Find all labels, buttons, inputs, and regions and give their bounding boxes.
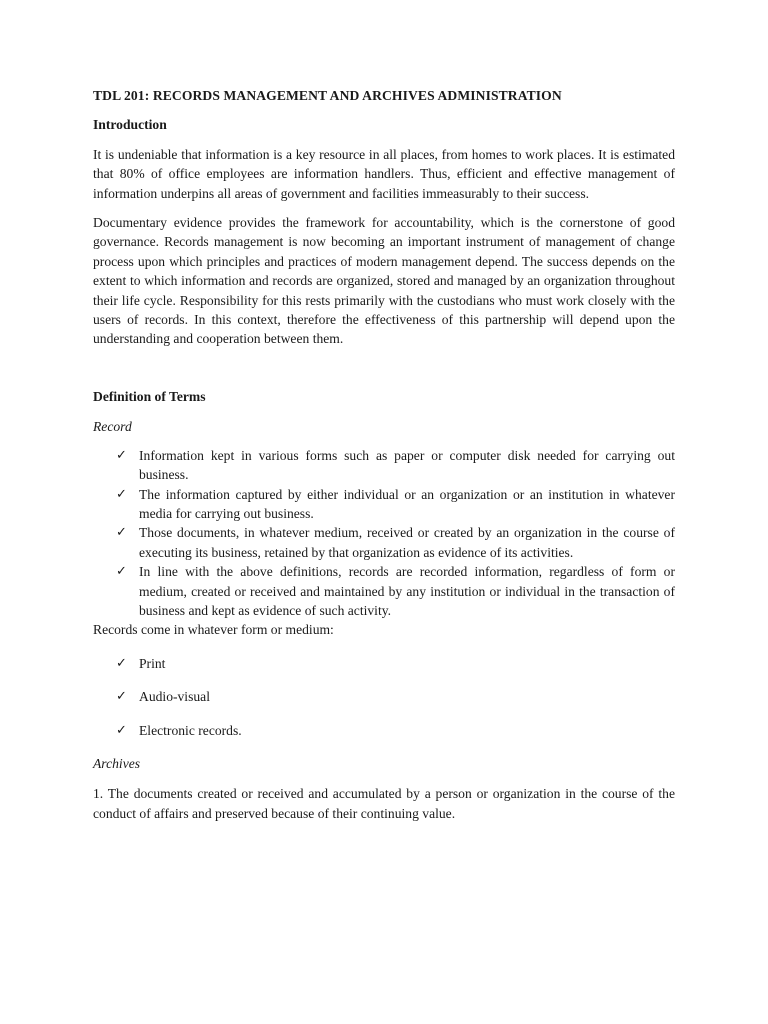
intro-paragraph-2: Documentary evidence provides the framework for accountability, which is the cornerstone of good governance. Records management is now becoming an important instrument of management of change process upon which principles and practices of modern management depend. The success depends on the extent to which information and records are organized, stored and managed by an organization throughout their life cycle. Responsibility for this rests primarily with the custodians who must work closely with the users of records. In this context, therefore the effectiveness of this partnership will depend upon the understanding and cooperation between them. bbox=[93, 215, 675, 347]
media-intro-text: Records come in whatever form or medium: bbox=[93, 622, 334, 638]
check-icon: ✓ bbox=[116, 655, 127, 671]
record-media-list bbox=[93, 654, 675, 740]
list-item-text: Electronic records. bbox=[139, 722, 242, 738]
archives-subheading: Archives bbox=[93, 755, 141, 771]
list-item bbox=[93, 485, 675, 524]
list-item-text: Information kept in various forms such as paper or computer disk needed for carrying out business. bbox=[139, 447, 675, 483]
list-item-text: Print bbox=[139, 655, 166, 671]
check-icon: ✓ bbox=[116, 525, 127, 541]
list-item-text: Audio-visual bbox=[139, 689, 210, 705]
intro-paragraph-1: It is undeniable that information is a key resource in all places, from homes to work places. It is estimated that 80% of office employees are information handlers. Thus, efficient and effective management of information underpins all areas of government and facilities immeasurably to their success. bbox=[93, 146, 675, 201]
list-item bbox=[93, 721, 675, 740]
archives-definition-1: 1. The documents created or received and accumulated by a person or organization in the course of the conduct of affairs and preserved because of their continuing value. bbox=[93, 786, 675, 821]
list-item-text: In line with the above definitions, records are recorded information, regardless of form or medium, created or received and maintained by any institution or individual in the transaction of business and kept as evidence of such activity. bbox=[139, 564, 675, 618]
list-item-text: Those documents, in whatever medium, received or created by an organization in the course of executing its business, retained by that organization as evidence of its activities. bbox=[139, 525, 675, 560]
check-icon: ✓ bbox=[116, 722, 127, 738]
record-definition-list bbox=[93, 446, 675, 621]
document-page bbox=[93, 86, 675, 823]
list-item-text: The information captured by either individual or an organization or an institution in whatever media for carrying out business. bbox=[139, 486, 675, 521]
list-item bbox=[93, 687, 675, 706]
record-subheading: Record bbox=[93, 419, 132, 435]
check-icon: ✓ bbox=[116, 486, 127, 502]
check-icon: ✓ bbox=[116, 447, 127, 463]
list-item bbox=[93, 523, 675, 562]
check-icon: ✓ bbox=[116, 564, 127, 580]
definitions-heading: Definition of Terms bbox=[93, 388, 206, 404]
check-icon: ✓ bbox=[116, 689, 127, 705]
list-item bbox=[93, 446, 675, 485]
introduction-heading: Introduction bbox=[93, 117, 167, 133]
list-item bbox=[93, 562, 675, 620]
list-item bbox=[93, 654, 675, 673]
document-title: TDL 201: RECORDS MANAGEMENT AND ARCHIVES ADMINISTRATION bbox=[93, 88, 562, 103]
